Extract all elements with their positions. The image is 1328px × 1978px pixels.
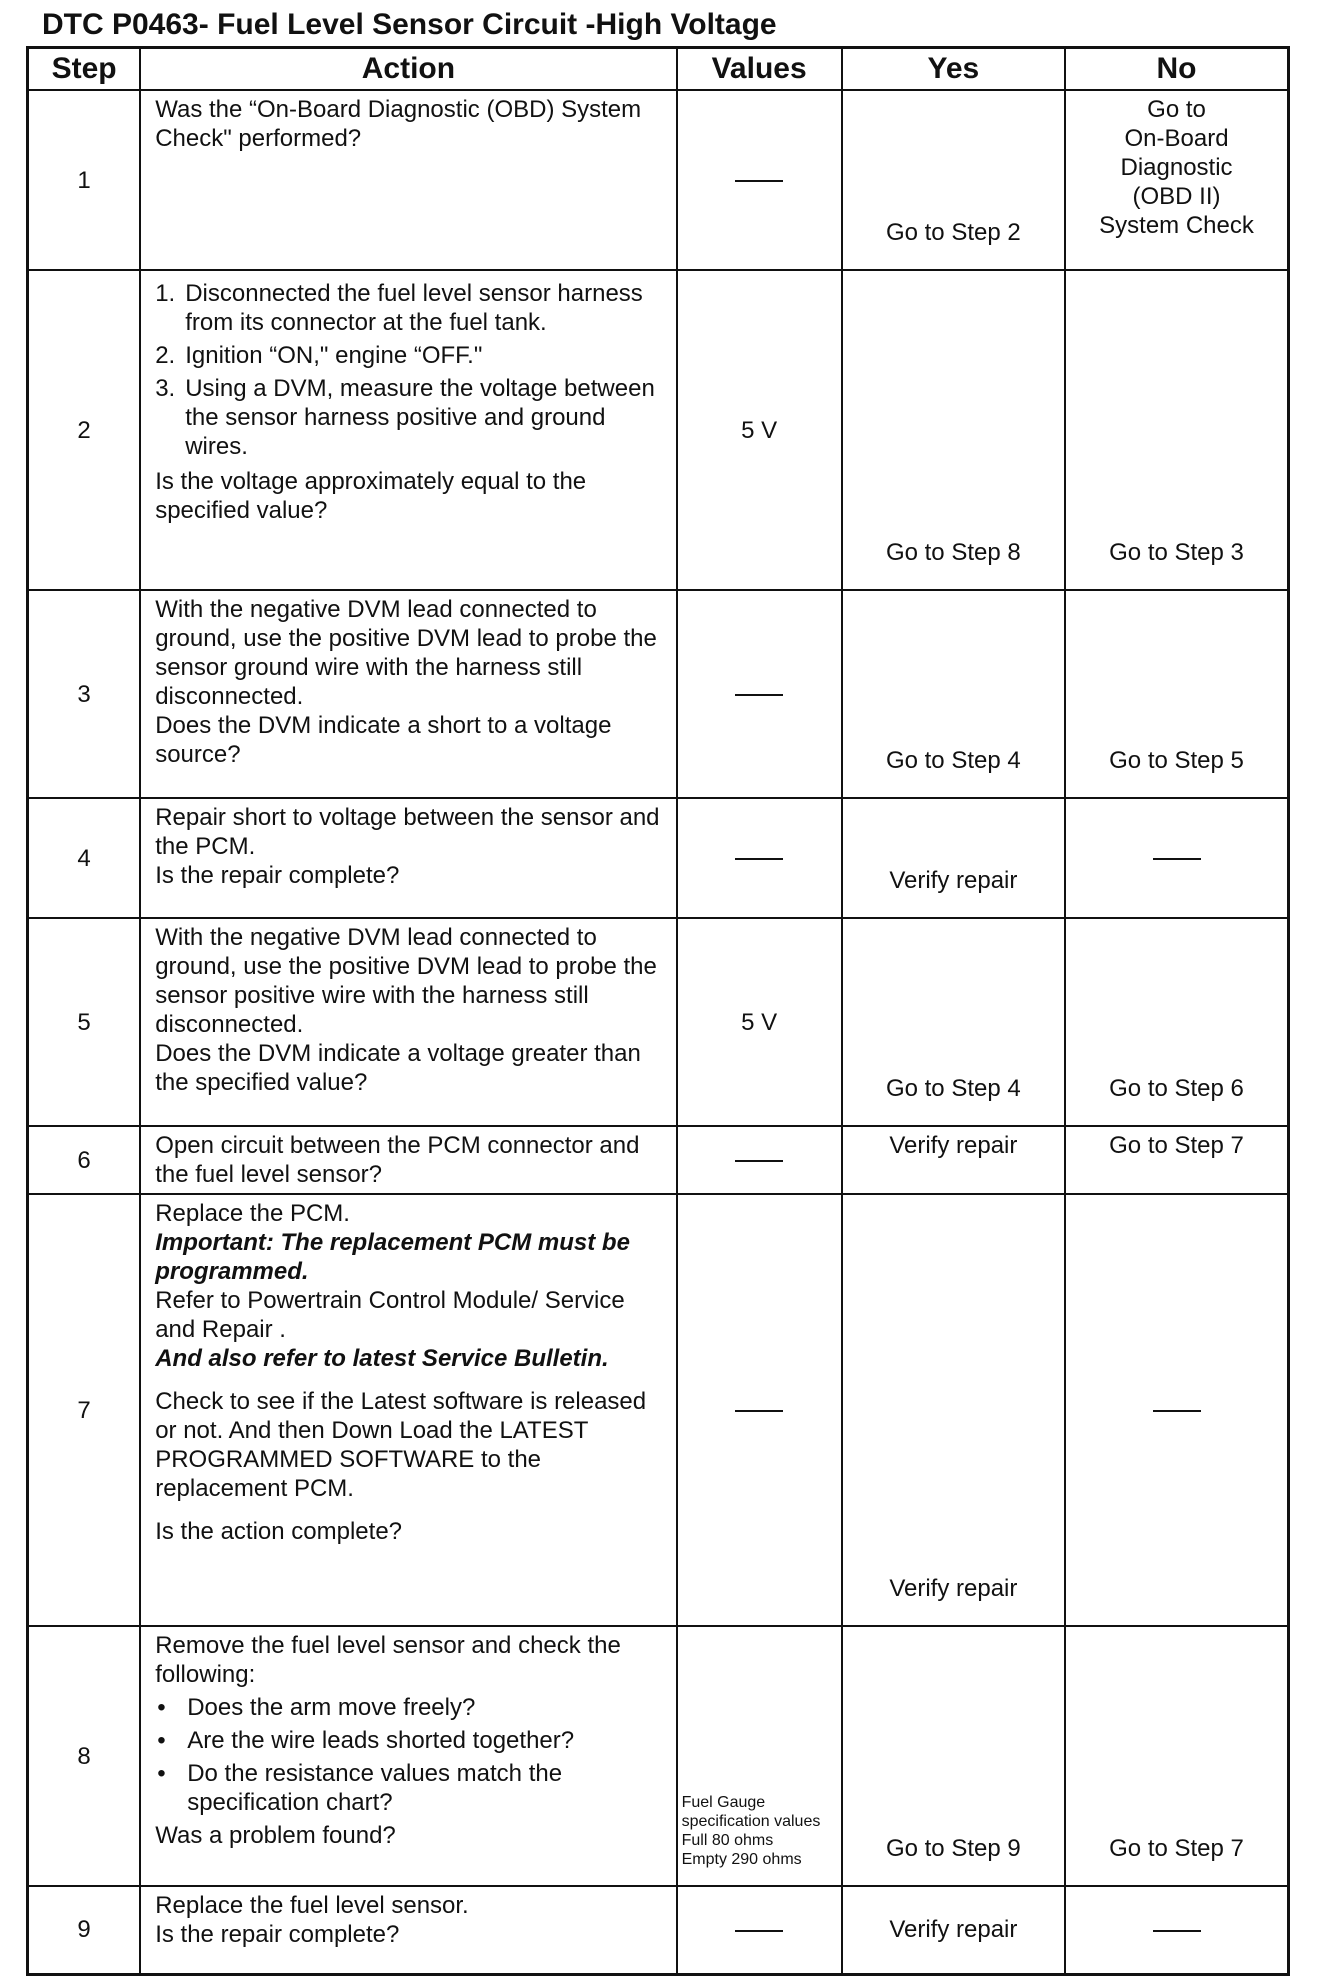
no-cell: Go to Step 7 [1065, 1626, 1288, 1886]
yes-cell: Go to Step 4 [842, 918, 1065, 1126]
header-values: Values [677, 48, 842, 91]
page-title: DTC P0463- Fuel Level Sensor Circuit -High Voltage [42, 8, 777, 41]
diagnostic-table [26, 46, 1290, 1976]
dash-mark [735, 1930, 783, 1932]
list-item-text: Do the resistance values match the specification chart? [187, 1760, 563, 1816]
step-number: 7 [28, 1194, 141, 1626]
action-question: Does the DVM indicate a short to a voltage source? [155, 712, 612, 768]
yes-cell: Verify repair [842, 1886, 1065, 1974]
yes-cell: Verify repair [842, 798, 1065, 918]
step-number: 8 [28, 1626, 141, 1886]
table-row [28, 90, 1289, 270]
action-cell: Open circuit between the PCM connector and the fuel level sensor? [140, 1126, 676, 1194]
table-row [28, 1126, 1289, 1194]
list-item: 1. Disconnected the fuel level sensor harness from its connector at the fuel tank. [155, 279, 661, 337]
value-cell [677, 590, 842, 798]
step-number: 3 [28, 590, 141, 798]
action-text: Was the “On-Board Diagnostic (OBD) System Check" performed? [155, 96, 642, 152]
value-cell [677, 1194, 842, 1626]
step-number: 9 [28, 1886, 141, 1974]
spec-line: Fuel Gauge [681, 1794, 766, 1811]
list-item-text: Are the wire leads shorted together? [187, 1727, 575, 1754]
no-cell: Go to Step 6 [1065, 918, 1288, 1126]
value-cell [677, 90, 842, 270]
value-cell [677, 1626, 842, 1886]
header-action: Action [140, 48, 676, 91]
table-row [28, 1886, 1289, 1974]
list-item-text: Disconnected the fuel level sensor harness from its connector at the fuel tank. [185, 280, 643, 336]
table-row [28, 270, 1289, 590]
spec-line: Full 80 ohms [681, 1832, 774, 1849]
list-item: • Are the wire leads shorted together? [157, 1727, 575, 1754]
bulletin-note: And also refer to latest Service Bulletin. [155, 1345, 609, 1372]
no-cell: Go to Step 7 [1065, 1126, 1288, 1194]
table-row [28, 918, 1289, 1126]
value-cell [677, 798, 842, 918]
action-question: Is the repair complete? [155, 1921, 400, 1948]
action-cell [140, 1626, 676, 1886]
dash-mark [1153, 1930, 1201, 1932]
no-cell: Go to Step 3 [1065, 270, 1288, 590]
action-text: Remove the fuel level sensor and check the following: [155, 1632, 621, 1688]
step-number: 5 [28, 918, 141, 1126]
action-cell [140, 918, 676, 1126]
value-cell [677, 1886, 842, 1974]
yes-cell: Verify repair [842, 1194, 1065, 1626]
list-item: • Do the resistance values match the specification chart? [155, 1759, 661, 1817]
yes-cell: Go to Step 4 [842, 590, 1065, 798]
value-cell: 5 V [677, 270, 842, 590]
header-no: No [1065, 48, 1288, 91]
action-text: Repair short to voltage between the sensor and the PCM. [155, 804, 660, 860]
action-cell [140, 798, 676, 918]
action-text: With the negative DVM lead connected to ground, use the positive DVM lead to probe the sensor ground wire with the harness still disconnected. [155, 596, 657, 710]
list-item-text: Ignition “ON," engine “OFF." [185, 342, 483, 369]
dash-mark [735, 858, 783, 860]
table-row [28, 590, 1289, 798]
list-item-text: Does the arm move freely? [187, 1694, 476, 1721]
table-row [28, 1626, 1289, 1886]
action-text: Replace the fuel level sensor. [155, 1892, 469, 1919]
dash-mark [735, 180, 783, 182]
action-question: Is the action complete? [155, 1518, 403, 1545]
action-question: Is the repair complete? [155, 862, 400, 889]
dash-mark [1153, 1410, 1201, 1412]
yes-cell: Verify repair [842, 1126, 1065, 1194]
dash-mark [735, 1160, 783, 1162]
important-note: Important: The replacement PCM must be programmed. [155, 1229, 630, 1285]
action-question: Does the DVM indicate a voltage greater than the specified value? [155, 1040, 641, 1096]
action-text: Replace the PCM. [155, 1200, 350, 1227]
action-cell [140, 590, 676, 798]
no-cell [1065, 1194, 1288, 1626]
spec-line: specification values [681, 1813, 821, 1830]
action-cell [140, 270, 676, 590]
table-row [28, 1194, 1289, 1626]
action-cell [140, 1194, 676, 1626]
value-cell: 5 V [677, 918, 842, 1126]
no-cell [1065, 1886, 1288, 1974]
reference-text: Refer to Powertrain Control Module/ Service and Repair . [155, 1287, 625, 1343]
step-number: 4 [28, 798, 141, 918]
no-line: Diagnostic [1120, 154, 1233, 181]
yes-cell: Go to Step 2 [842, 90, 1065, 270]
no-line: System Check [1099, 212, 1254, 239]
yes-cell: Go to Step 9 [842, 1626, 1065, 1886]
spec-line: Empty 290 ohms [681, 1851, 802, 1868]
header-row [28, 48, 1289, 91]
no-line: On-Board [1124, 125, 1229, 152]
dash-mark [1153, 858, 1201, 860]
no-line: Go to [1147, 96, 1206, 123]
software-check-text: Check to see if the Latest software is released or not. And then Down Load the LATEST PROGRAMMED SOFTWARE to the replacement PCM. [155, 1388, 647, 1502]
yes-cell: Go to Step 8 [842, 270, 1065, 590]
no-cell: Go to Step 5 [1065, 590, 1288, 798]
value-cell [677, 1126, 842, 1194]
action-question: Was a problem found? [155, 1822, 396, 1849]
dash-mark [735, 1410, 783, 1412]
table-row [28, 798, 1289, 918]
action-text: With the negative DVM lead connected to ground, use the positive DVM lead to probe the sensor positive wire with the harness still disconnected. [155, 924, 657, 1038]
list-item: 3. Using a DVM, measure the voltage between the sensor harness positive and ground wires. [155, 374, 661, 461]
list-item: • Does the arm move freely? [157, 1694, 476, 1721]
action-question: Is the voltage approximately equal to the specified value? [155, 468, 587, 524]
action-cell [140, 1886, 676, 1974]
step-number: 1 [28, 90, 141, 270]
step-number: 2 [28, 270, 141, 590]
no-cell [1065, 798, 1288, 918]
header-yes: Yes [842, 48, 1065, 91]
action-cell [140, 90, 676, 270]
dash-mark [735, 694, 783, 696]
header-step: Step [28, 48, 141, 91]
no-line: (OBD II) [1132, 183, 1221, 210]
step-number: 6 [28, 1126, 141, 1194]
no-cell [1065, 90, 1288, 270]
list-item-text: Using a DVM, measure the voltage between the sensor harness positive and ground wires. [185, 375, 655, 460]
list-item: 2. Ignition “ON," engine “OFF." [155, 342, 483, 369]
